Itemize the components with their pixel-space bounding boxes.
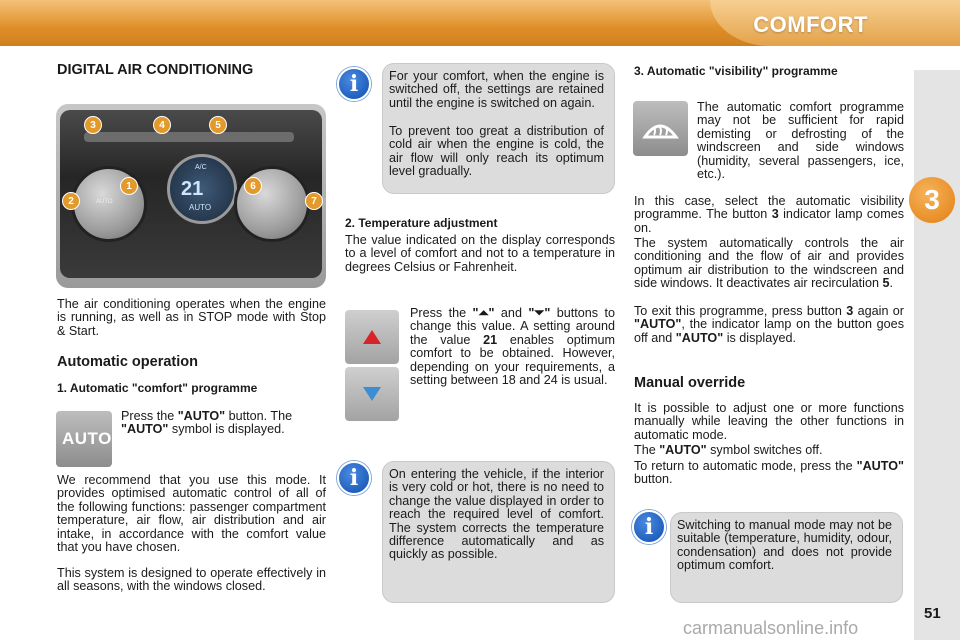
callout-7: 7	[305, 192, 323, 210]
display-temperature: 21	[181, 178, 204, 200]
info-box-settings	[382, 63, 615, 194]
temperature-adjustment-heading: 2. Temperature adjustment	[345, 216, 498, 230]
airflow-knob	[234, 166, 310, 242]
control-panel-photo	[56, 104, 326, 288]
watermark: carmanualsonline.info	[683, 618, 859, 638]
side-strip	[914, 70, 960, 640]
arrow-down-icon	[363, 387, 381, 401]
windscreen-demist-icon	[642, 113, 679, 143]
callout-6: 6	[244, 177, 262, 195]
temperature-down-button-photo	[345, 367, 399, 421]
temperature-up-button-photo	[345, 310, 399, 364]
page-number: 51	[924, 605, 941, 622]
manual-override-heading: Manual override	[634, 375, 746, 391]
intro-paragraph: The air conditioning operates when the engine is running, as well as in STOP mode with Stop & Start.	[57, 297, 326, 338]
callout-4: 4	[153, 116, 171, 134]
section-title: COMFORT	[753, 12, 868, 37]
info-manual-text: Switching to manual mode may not be suitable (temperature, humidity, odour, condensation) and does not provide optimum comfort.	[677, 518, 892, 573]
press-arrows-paragraph: Press the "⏶" and "⏷" buttons to change this value. A setting around the value 21 enables optimum comfort to be obtained. However, depending on your requirements, a setting between 18 and 24 is usual.	[410, 306, 615, 388]
select-visibility-paragraph: In this case, select the automatic visibility programme. The button 3 indicator lamp comes on.	[634, 194, 904, 235]
exit-programme-paragraph: To exit this programme, press button 3 again or "AUTO", the indicator lamp on the button goes off and "AUTO" is displayed.	[634, 304, 905, 345]
visibility-paragraph: The automatic comfort programme may not be sufficient for rapid demisting or defrosting of the windscreen and side windows (humidity, several passengers, ice, etc.).	[697, 100, 904, 182]
callout-3: 3	[84, 116, 102, 134]
callout-2: 2	[62, 192, 80, 210]
auto-button-photo	[56, 411, 112, 467]
info-icon: i	[337, 67, 371, 101]
temperature-paragraph: The value indicated on the display corresponds to a level of comfort and not to a temperature in degrees Celsius or Fahrenheit.	[345, 233, 615, 274]
press-auto-paragraph: Press the "AUTO" button. The "AUTO" symbol is displayed.	[121, 409, 293, 437]
automatic-operation-heading: Automatic operation	[57, 354, 198, 370]
info-box-manual	[670, 512, 903, 603]
callout-5: 5	[209, 116, 227, 134]
chapter-badge: 3	[909, 177, 955, 223]
manual-paragraph: It is possible to adjust one or more functions manually while leaving the other functions in automatic mode.	[634, 401, 904, 442]
recommend-paragraph: We recommend that you use this mode. It provides optimised automatic control of all of the following functions: passenger compartment temperature, air flow, air distribution and air intake, in accordance with the comfort value that you have chosen.	[57, 473, 326, 555]
auto-off-paragraph: The "AUTO" symbol switches off.	[634, 443, 823, 457]
info-entering-text: On entering the vehicle, if the interior is very cold or hot, there is no need to change the value displayed in order to reach the required level of comfort. The system corrects the temperature difference automatically and as quickly as possible.	[389, 467, 604, 562]
return-auto-paragraph: To return to automatic mode, press the "AUTO" button.	[634, 459, 904, 487]
info-settings-p2: To prevent too great a distribution of cold air when the engine is cold, the air flow will only reach its optimum level gradually.	[389, 124, 604, 179]
system-controls-paragraph: The system automatically controls the air conditioning and the flow of air and provides optimum air distribution to the windscreen and side windows. It deactivates air recirculation 5.	[634, 236, 904, 291]
arrow-up-icon	[363, 330, 381, 344]
info-icon: i	[632, 510, 666, 544]
comfort-programme-heading: 1. Automatic "comfort" programme	[57, 381, 258, 395]
display-auto: AUTO	[189, 203, 212, 212]
demist-button-photo	[633, 101, 688, 156]
callout-1: 1	[120, 177, 138, 195]
display-ac: A/C	[195, 164, 207, 171]
page-title: DIGITAL AIR CONDITIONING	[57, 62, 254, 78]
knob-auto-label: AUTO	[96, 199, 113, 205]
visibility-programme-heading: 3. Automatic "visibility" programme	[634, 64, 838, 78]
header-bar	[0, 0, 960, 46]
info-icon: i	[337, 461, 371, 495]
info-settings-p1: For your comfort, when the engine is switched off, the settings are retained until the engine is switched on again.	[389, 69, 604, 110]
info-box-entering	[382, 461, 615, 603]
seasons-paragraph: This system is designed to operate effectively in all seasons, with the windows closed.	[57, 566, 326, 594]
panel-button-bar	[84, 132, 294, 142]
auto-button-label: AUTO	[62, 429, 112, 448]
